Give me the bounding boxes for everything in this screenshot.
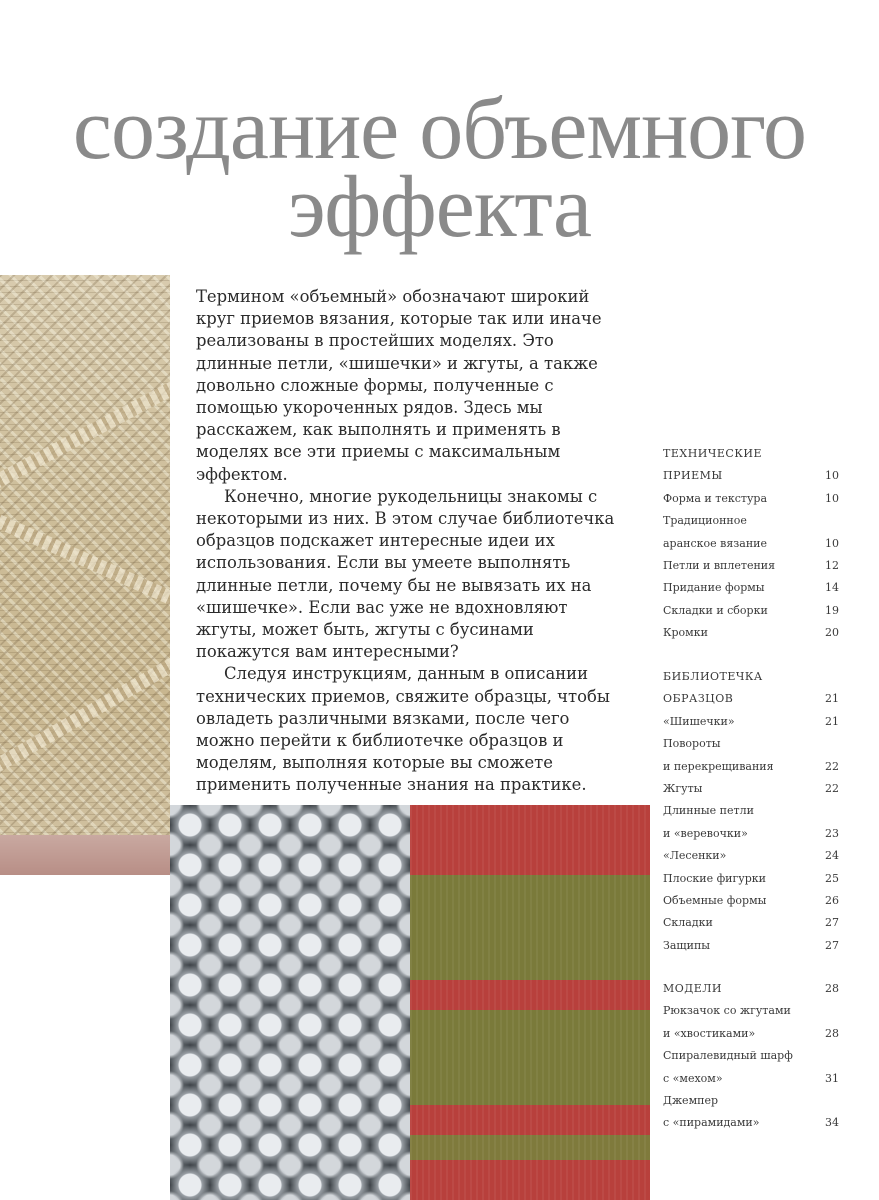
toc-entry-page-number: 12 bbox=[825, 558, 839, 572]
toc-entry bbox=[663, 1045, 839, 1067]
toc-entry-page-number bbox=[819, 733, 839, 755]
toc-entry-label: МОДЕЛИ bbox=[663, 982, 723, 995]
toc-entry-label: Спиралевидный шарф bbox=[663, 1049, 793, 1063]
toc-entry-label: Плоские фигурки bbox=[663, 871, 767, 885]
toc-entry-label: «Лесенки» bbox=[663, 849, 727, 863]
toc-entry-page-number: 27 bbox=[825, 916, 839, 930]
toc-entry-page-number: 19 bbox=[825, 603, 839, 617]
toc-entry-page-number: 10 bbox=[825, 491, 839, 505]
toc-entry bbox=[663, 577, 839, 599]
toc-entry-page-number bbox=[819, 1045, 839, 1067]
toc-entry bbox=[663, 778, 839, 800]
toc-entry-page-number: 23 bbox=[825, 826, 839, 840]
page-title-line-2: эффекта bbox=[287, 159, 592, 256]
toc-entry bbox=[663, 1023, 839, 1045]
toc-entry bbox=[663, 600, 839, 622]
toc-entry-label: аранское вязание bbox=[663, 536, 768, 550]
toc-entry bbox=[663, 1068, 839, 1090]
paragraph-1: Термином «объемный» обозначают широкий круг приемов вязания, которые так или иначе реализованы в простейших моделях. Это длинные петли, «шишечки» и жгуты, а также довольно сложные формы, полученные с помощью укороченных рядов. Здесь мы расскажем, как выполнять и применять в моделях все эти приемы с максимальным эффектом. bbox=[196, 287, 602, 484]
toc-entry-page-number bbox=[819, 443, 839, 465]
toc-entry-page-number: 28 bbox=[825, 982, 839, 995]
toc-entry-label: БИБЛИОТЕЧКА bbox=[663, 670, 763, 683]
toc-entry-page-number: 34 bbox=[825, 1116, 839, 1130]
toc-entry-page-number: 14 bbox=[825, 581, 839, 595]
striped-mohair-knit-photo bbox=[410, 805, 650, 1200]
toc-entry bbox=[663, 1112, 839, 1134]
toc-entry-page-number bbox=[819, 1000, 839, 1022]
toc-entry-label: Джемпер bbox=[663, 1093, 719, 1107]
toc-entry bbox=[663, 733, 839, 755]
toc-section-models bbox=[663, 978, 839, 1135]
toc-entry bbox=[663, 688, 839, 710]
toc-entry-label: Петли и вплетения bbox=[663, 558, 776, 572]
page-title-line-1: создание объемного bbox=[72, 81, 807, 178]
toc-entry bbox=[663, 711, 839, 733]
toc-entry-label: Длинные петли bbox=[663, 804, 754, 818]
toc-entry-label: Складки bbox=[663, 916, 713, 930]
toc-entry-page-number bbox=[819, 1090, 839, 1112]
toc-entry-label: Придание формы bbox=[663, 581, 765, 595]
toc-entry-label: Рюкзачок со жгутами bbox=[663, 1004, 791, 1018]
toc-entry-label: Жгуты bbox=[663, 781, 703, 795]
toc-entry-page-number bbox=[819, 800, 839, 822]
grey-loop-knit-photo bbox=[170, 805, 410, 1200]
toc-entry-page-number: 10 bbox=[825, 536, 839, 550]
toc-entry-label: и перекрещивания bbox=[663, 759, 774, 773]
toc-entry bbox=[663, 555, 839, 577]
toc-entry bbox=[663, 622, 839, 644]
toc-entry-page-number: 31 bbox=[825, 1071, 839, 1085]
toc-entry-label: с «пирамидами» bbox=[663, 1116, 760, 1130]
toc-entry-label: ОБРАЗЦОВ bbox=[663, 692, 734, 706]
toc-entry-page-number: 26 bbox=[825, 893, 839, 907]
toc-entry bbox=[663, 488, 839, 510]
toc-entry bbox=[663, 978, 839, 1000]
toc-entry-page-number: 20 bbox=[825, 626, 839, 640]
toc-entry-page-number bbox=[819, 510, 839, 532]
toc-entry-label: Форма и текстура bbox=[663, 491, 768, 505]
toc-entry-page-number: 21 bbox=[825, 714, 839, 728]
toc-entry-label: Складки и сборки bbox=[663, 603, 768, 617]
toc-entry-page-number: 22 bbox=[825, 759, 839, 773]
toc-entry-page-number: 10 bbox=[825, 469, 839, 483]
toc-entry-page-number: 25 bbox=[825, 871, 839, 885]
toc-entry-label: Кромки bbox=[663, 626, 708, 640]
toc-entry bbox=[663, 510, 839, 532]
toc-entry bbox=[663, 935, 839, 957]
toc-entry-page-number: 22 bbox=[825, 781, 839, 795]
toc-entry bbox=[663, 868, 839, 890]
toc-entry bbox=[663, 890, 839, 912]
toc-entry bbox=[663, 1000, 839, 1022]
toc-entry-label: Традиционное bbox=[663, 514, 747, 528]
toc-entry bbox=[663, 666, 839, 688]
toc-entry-label: с «мехом» bbox=[663, 1071, 723, 1085]
toc-entry bbox=[663, 823, 839, 845]
toc-entry-page-number bbox=[819, 666, 839, 688]
toc-entry bbox=[663, 533, 839, 555]
toc-entry bbox=[663, 800, 839, 822]
toc-entry bbox=[663, 465, 839, 487]
toc-entry bbox=[663, 845, 839, 867]
paragraph-2: Конечно, многие рукодельницы знакомы с некоторыми из них. В этом случае библиотечка образцов подскажет интересные идеи их использования. Если вы умеете выполнять длинные петли, почему бы не вывязать их на «шишечке». Если вас уже не вдохновляют жгуты, может быть, жгуты с бусинами покажутся вам интересными? bbox=[196, 486, 615, 662]
toc-section-library bbox=[663, 666, 839, 957]
cream-knit-photo bbox=[0, 275, 170, 875]
paragraph-3: Следуя инструкциям, данным в описании технических приемов, свяжите образцы, чтобы овладеть различными вязками, после чего можно перейти к библиотечке образцов и моделям, выполняя которые вы сможете применить полученные знания на практике. bbox=[196, 664, 610, 795]
toc-entry-label: ПРИЕМЫ bbox=[663, 469, 723, 483]
toc-section-techniques bbox=[663, 443, 839, 645]
toc-entry-page-number: 28 bbox=[825, 1026, 839, 1040]
toc-entry bbox=[663, 443, 839, 465]
toc-entry-page-number: 27 bbox=[825, 938, 839, 952]
toc-entry-label: «Шишечки» bbox=[663, 714, 735, 728]
toc-entry-label: и «хвостиками» bbox=[663, 1026, 756, 1040]
toc-entry bbox=[663, 756, 839, 778]
toc-entry-label: Повороты bbox=[663, 737, 721, 751]
toc-entry bbox=[663, 1090, 839, 1112]
toc-entry-label: Защипы bbox=[663, 938, 711, 952]
toc-entry-label: Объемные формы bbox=[663, 893, 767, 907]
toc-entry-label: и «веревочки» bbox=[663, 826, 748, 840]
toc-entry-label: ТЕХНИЧЕСКИЕ bbox=[663, 447, 762, 460]
toc-entry-page-number: 24 bbox=[825, 849, 839, 863]
toc-entry-page-number: 21 bbox=[825, 692, 839, 706]
intro-text bbox=[196, 286, 626, 797]
toc-entry bbox=[663, 912, 839, 934]
